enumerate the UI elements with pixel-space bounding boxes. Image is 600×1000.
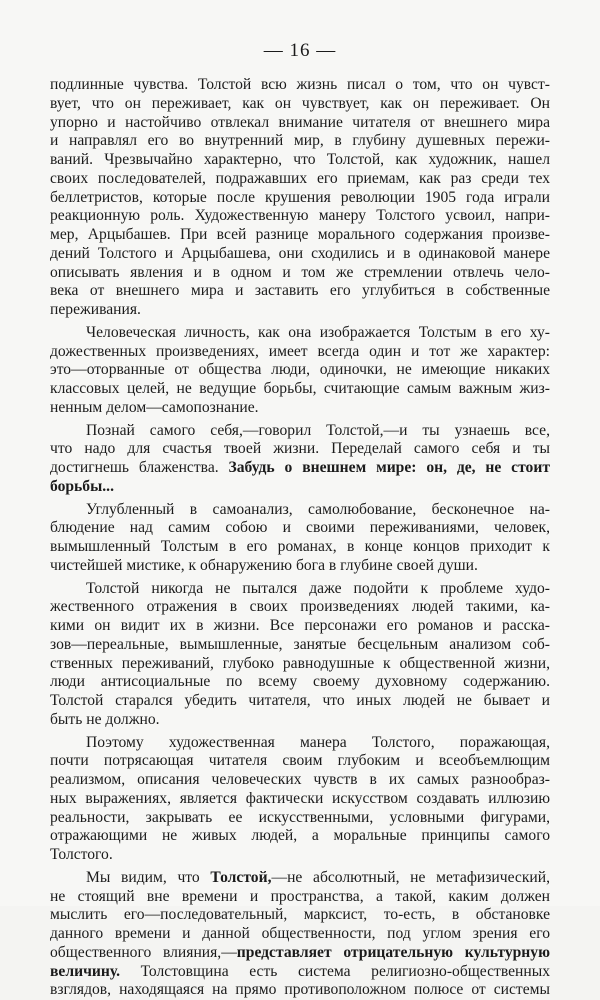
text-line: что надо для счастья твоей жизни. Переделай самого себя и ты — [50, 440, 550, 458]
text-line: жественного отражения в своих произведениях людей такими, ка- — [50, 598, 550, 616]
text-line: быть не должно. — [50, 710, 160, 728]
text-line: чистейшей мистике, к обнаружению бога в глубине своей души. — [50, 556, 478, 574]
text-line: мыслить его—последовательный, марксист, то-есть, в обстановке — [50, 906, 550, 924]
text-line: своих последователей, подражавших его приемам, как раз среди тех — [50, 169, 550, 187]
paragraph-6 — [50, 734, 550, 865]
text-line: вует, что он переживает, как он чувствует, как он переживает. Он — [50, 94, 550, 112]
text-line: Толстой старался убедить читателя, что иных людей не бывает и — [50, 692, 550, 709]
body-text — [50, 76, 550, 1000]
paragraph-5 — [50, 580, 550, 730]
text-line: реализмом, описания человеческих чувств в их самых разнообраз- — [50, 771, 550, 788]
text-line-bold: борьбы... — [50, 477, 114, 495]
text-line: ственных переживаний, глубоко равнодушные к общественной жизни, — [50, 654, 550, 672]
text-line: Толстой никогда не пытался даже подойти к проблеме худо- — [86, 579, 550, 597]
text-line: реальности, закрывать ее искусственными, условными фигурами, — [50, 808, 550, 826]
text-line: Человеческая личность, как она изображается Толстым в его ху- — [86, 323, 550, 341]
text-line: реакционную роль. Художественную манеру Толстого усвоил, напри- — [50, 207, 550, 225]
page-number: — 16 — — [263, 40, 337, 61]
paragraph-1 — [50, 76, 550, 320]
text-line: беллетристов, которые после крушения революции 1905 года играли — [50, 188, 550, 206]
text-line: Познай самого себя,—говорил Толстой,—и ты узнаешь все, — [86, 421, 550, 439]
text-line-with-bold: общественного влияния,—представляет отрицательную культурную — [50, 943, 550, 961]
text-line: зов—переальные, вымышленные, занятые бесцельным анализом соб- — [50, 635, 550, 653]
text-line: Толстого. — [50, 846, 113, 863]
text-line: и направлял его во внутренний мир, в глубину душевных пережи- — [50, 132, 550, 150]
text-line: кими он видит их в жизни. Все персонажи его романов и расска- — [50, 617, 550, 634]
text-line: дожественных произведениях, имеет всегда один и тот же характер: — [50, 342, 550, 360]
text-line: подлинные чувства. Толстой всю жизнь писал о том, что он чувст- — [50, 76, 550, 93]
text-line: это—оторванные от общества люди, одиночки, не имеющие никаких — [50, 361, 550, 379]
text-line: ных выражениях, является фактически искусством создавать иллюзию — [50, 789, 550, 807]
text-line: Поэтому художественная манера Толстого, поражающая, — [86, 733, 550, 751]
text-line: не стоящий вне времени и пространства, а такой, каким должен — [50, 887, 550, 905]
text-line: классовых целей, не ведущие борьбы, считающие самым важным жиз- — [50, 380, 550, 397]
text-line: описывать явления и в одном и том же стремлении отвлечь чело- — [50, 263, 550, 281]
text-line: переживания. — [50, 301, 141, 318]
text-line: вымышленный Толстым в его романах, в конце концов приходит к — [50, 538, 550, 555]
text-line: блюдение над самим собою и своими переживаниями, человек, — [50, 519, 550, 537]
text-line: дений Толстого и Арцыбашева, они сходились и в одинаковой манере — [50, 244, 550, 262]
text-line-with-bold: Мы видим, что Толстой,—не абсолютный, не метафизический, — [86, 868, 550, 886]
text-line: отражающими не живых людей, а моральные принципы самого — [50, 827, 550, 845]
text-line: почти потрясающая читателя своим глубоким и всеобъемлющим — [50, 752, 550, 770]
paragraph-2 — [50, 324, 550, 418]
text-line-with-bold: достигнешь блаженства. Забудь о внешнем мире: он, де, не стоит — [50, 459, 550, 476]
text-line: ваний. Чрезвычайно характерно, что Толстой, как художник, нашел — [50, 151, 550, 168]
text-line: упорно и настойчиво отвлекал внимание читателя от внешнего мира — [50, 113, 550, 131]
text-line: взглядов, находящаяся на прямо противоположном полюсе от системы — [50, 981, 550, 999]
paragraph-3 — [50, 422, 550, 497]
paragraph-4 — [50, 501, 550, 576]
text-line: данного времени и данной общественности, под углом зрения его — [50, 925, 550, 942]
text-line: ненным делом—самопознание. — [50, 398, 259, 416]
text-line: мер, Арцыбашев. При всей разнице морального содержания произве- — [50, 226, 550, 243]
text-line: люди антисоциальные по всему своему духовному содержанию. — [50, 673, 550, 691]
text-line: Углубленный в самоанализ, самолюбование, бесконечное на- — [86, 500, 550, 518]
text-line-with-bold: величину. Толстовщина есть система религиозно-общественных — [50, 962, 550, 980]
paragraph-7 — [50, 869, 550, 1000]
text-line: века от внешнего мира и заставить его углубиться в собственные — [50, 282, 550, 300]
